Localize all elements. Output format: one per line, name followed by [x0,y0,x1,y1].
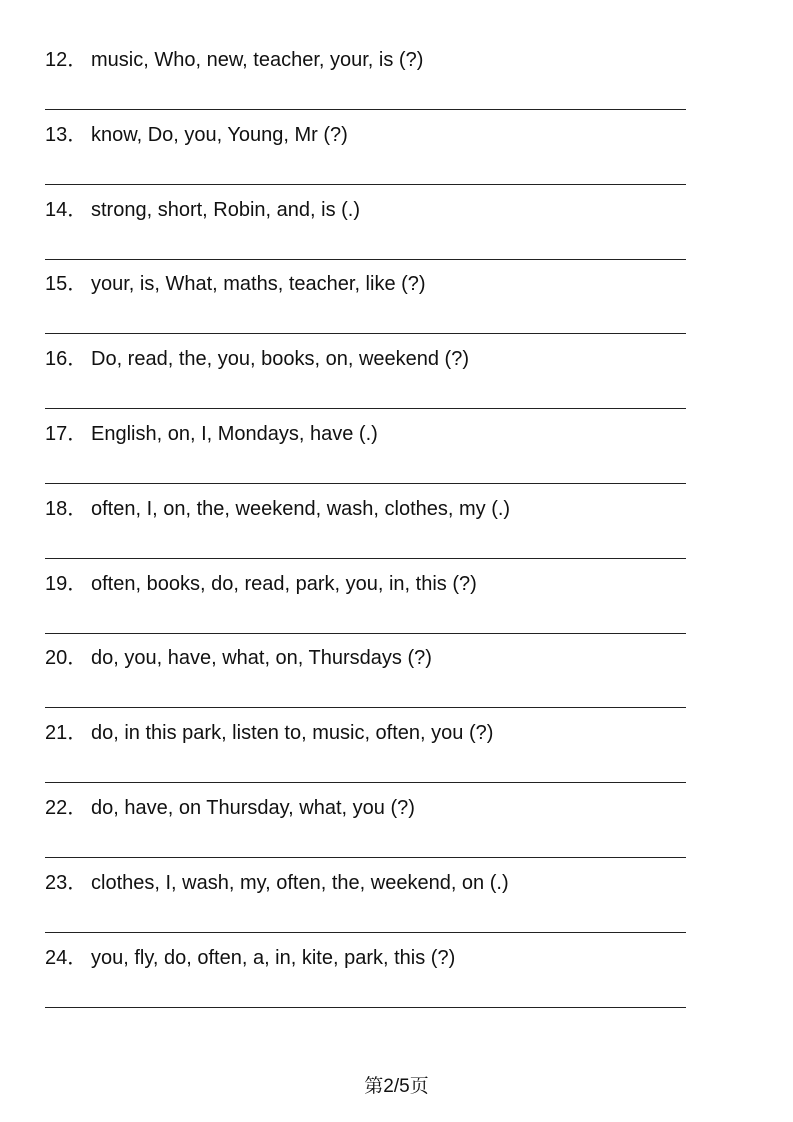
question-text [45,572,477,596]
answer-line[interactable] [45,558,686,559]
answer-line[interactable] [45,109,686,110]
question-text [45,123,348,147]
question-words: do, have, on Thursday, what, you (?) [91,797,415,819]
question-text [45,721,493,745]
answer-line[interactable] [45,707,686,708]
question-words: do, you, have, what, on, Thursdays (?) [91,647,432,670]
answer-line[interactable] [45,932,686,933]
answer-line[interactable] [45,857,686,858]
question-number: 24． [45,946,88,969]
question-words: music, Who, new, teacher, your, is (?) [91,49,424,71]
answer-line[interactable] [45,333,686,334]
answer-line[interactable] [45,483,686,484]
question-text [45,946,455,970]
question-words: often, books, do, read, park, you, in, this (?) [91,572,477,595]
question-text [45,48,423,72]
question-text [45,272,426,296]
question-words: you, fly, do, often, a, in, kite, park, this (?) [91,946,456,969]
question-text [45,871,509,895]
question-words: do, in this park, listen to, music, often, you (?) [91,722,494,745]
question-words: know, Do, you, Young, Mr (?) [91,123,348,146]
question-number: 15． [45,273,88,296]
question-number: 14． [45,198,88,221]
answer-line[interactable] [45,408,686,409]
answer-line[interactable] [45,1007,686,1008]
question-number: 20． [45,647,88,670]
question-number: 21． [45,722,88,745]
question-number: 22． [45,797,88,819]
question-words: English, on, I, Mondays, have (.) [91,423,378,445]
answer-line[interactable] [45,782,686,783]
question-number: 19． [45,572,88,595]
question-text [45,646,432,670]
question-words: Do, read, the, you, books, on, weekend (?) [91,348,469,371]
question-number: 17． [45,423,88,445]
question-number: 12． [45,49,88,71]
question-number: 13． [45,123,88,146]
question-number: 18． [45,497,88,520]
question-words: your, is, What, maths, teacher, like (?) [91,273,426,296]
page-number: 第2/5页 [364,1076,429,1097]
question-number: 23． [45,871,88,894]
question-text [45,796,415,820]
answer-line[interactable] [45,259,686,260]
question-text [45,198,360,222]
question-words: often, I, on, the, weekend, wash, clothes, my (.) [91,497,511,520]
question-text [45,422,378,446]
question-text [45,347,469,371]
question-text [45,497,510,521]
question-words: strong, short, Robin, and, is (.) [91,198,361,221]
question-number: 16． [45,348,88,371]
answer-line[interactable] [45,633,686,634]
answer-line[interactable] [45,184,686,185]
question-words: clothes, I, wash, my, often, the, weekend, on (.) [91,871,509,894]
